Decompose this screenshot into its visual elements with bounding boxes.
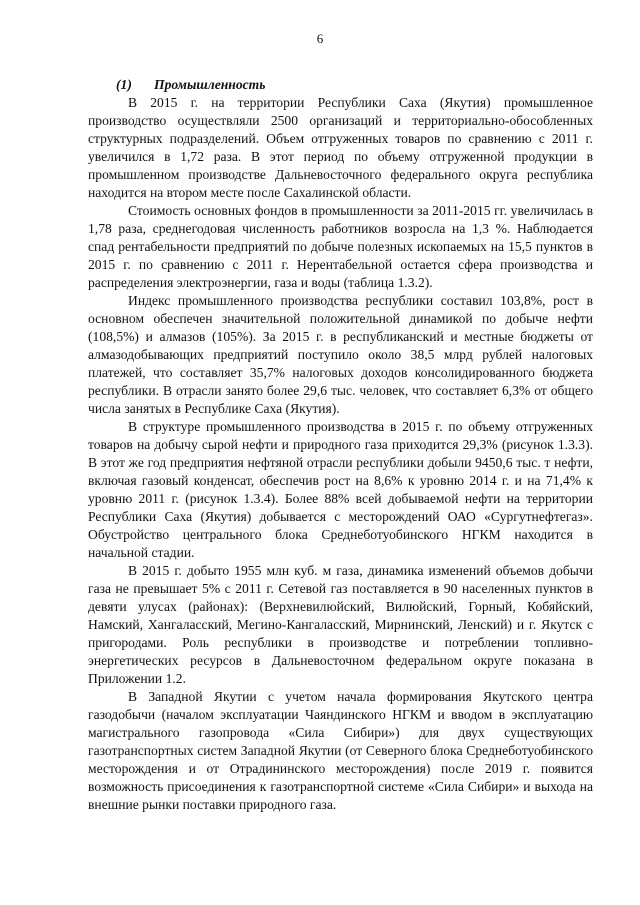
paragraph-1: В 2015 г. на территории Республики Саха (Якутия) промышленное производство осуществляли 2500 организаций и территориально-обособленных структурных подразделений. Объем отгруженных товаров по сравнению с 2011 г. увеличился в 1,72 раза. В этот период по объему отгруженной продукции в промышленном производстве Дальневосточного федерального округа республика находится на втором месте после Сахалинской области. [88, 95, 593, 200]
paragraph-6: В Западной Якутии с учетом начала формирования Якутского центра газодобычи (началом эксплуатации Чаяндинского НГКМ и вводом в эксплуатацию магистрального газопровода «Сила Сибири») для двух существующих газотранспортных систем Западной Якутии (от Северного блока Среднеботуобинского месторождения и от Отрадининского месторождения) после 2019 г. появится возможность присоединения к газотранспортной системе «Сила Сибири» и выхода на внешние рынки поставки природного газа. [88, 689, 593, 812]
page-number: 6 [316, 31, 324, 46]
paragraph-5: В 2015 г. добыто 1955 млн куб. м газа, динамика изменений объемов добычи газа не превышает 5% с 2011 г. Сетевой газ поставляется в 90 населенных пунктов в девяти улусах (районах): (Верхневилюйский, Вилюйский, Горный, Кобяйский, Намский, Хангаласский, Мегино-Кангаласский, Мирнинский, Ленский) и г. Якутск с пригородами. Роль республики в производстве и потреблении топливно-энергетических ресурсов в Дальневосточном федеральном округе показана в Приложении 1.2. [88, 563, 593, 686]
section-title: Промышленность [154, 77, 266, 92]
paragraph-4: В структуре промышленного производства в 2015 г. по объему отгруженных товаров на добычу сырой нефти и природного газа приходится 29,3% (рисунок 1.3.3). В этот же год предприятия нефтяной отрасли республики добыли 9450,6 тыс. т нефти, включая газовый конденсат, обеспечив рост на 8,6% к уровню 2014 г. и на 71,4% к уровню 2011 г. (рисунок 1.3.4). Более 88% всей добываемой нефти на территории Республики Саха (Якутия) добывается с месторождений ОАО «Сургутнефтегаз». Обустройство центрального блока Среднеботуобинского НГКМ находится в начальной стадии. [88, 419, 593, 560]
paragraph-2: Стоимость основных фондов в промышленности за 2011-2015 гг. увеличилась в 1,78 раза, среднегодовая численность работников возросла на 1,3 %. Наблюдается спад рентабельности предприятий по добыче полезных ископаемых на 15,5 пунктов в 2015 г. по сравнению с 2011 г. Нерентабельной остается сфера производства и распределения электроэнергии, газа и воды (таблица 1.3.2). [88, 203, 593, 290]
section-number: (1) [116, 77, 132, 92]
paragraph-3: Индекс промышленного производства республики составил 103,8%, рост в основном обеспечен значительной положительной динамикой по добыче нефти (108,5%) и алмазов (105%). За 2015 г. в республиканский и местные бюджеты от алмазодобывающих предприятий поступило около 38,5 млрд рублей налоговых платежей, что составляет 35,7% налоговых доходов консолидированного бюджета республики. В отрасли занято более 29,6 тыс. человек, что составляет 6,3% от общего числа занятых в Республике Саха (Якутия). [88, 293, 593, 416]
document-body [88, 76, 593, 814]
section-heading [116, 76, 593, 94]
